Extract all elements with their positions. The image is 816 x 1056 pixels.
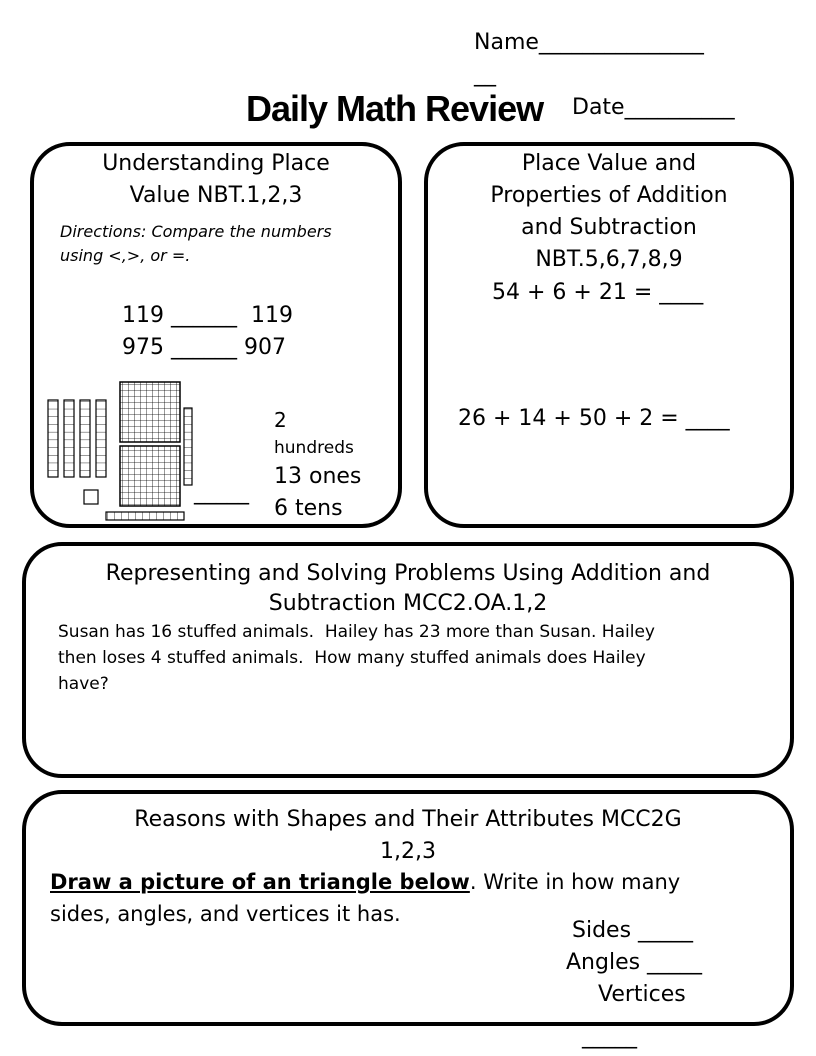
triangle-instruction-rest: . Write in how many [469, 870, 681, 894]
box3-heading-line1: Representing and Solving Problems Using Addition and [105, 561, 711, 586]
hundreds-flat-1 [120, 382, 180, 442]
box3-heading-line2: Subtraction MCC2.OA.1,2 [268, 591, 548, 616]
page-title: Daily Math Review [246, 88, 544, 129]
count-ones: 13 ones [274, 464, 362, 489]
triangle-instruction-underlined: Draw a picture of an triangle below [50, 870, 470, 894]
box1-heading-line1: Understanding Place [102, 151, 330, 176]
tens-rod-2 [64, 400, 74, 477]
equation-1[interactable]: 54 + 6 + 21 = ____ [492, 280, 704, 305]
count-hundreds-word: hundreds [274, 438, 354, 458]
count-tens: 6 tens [274, 496, 343, 521]
vertices-label: Vertices [598, 982, 686, 1007]
box2-heading-line1: Place Value and [521, 151, 697, 176]
equation-2[interactable]: 26 + 14 + 50 + 2 = ____ [458, 406, 730, 431]
tens-rod-1 [48, 400, 58, 477]
triangle-instruction-line2: sides, angles, and vertices it has. [50, 902, 401, 926]
compare-row-1[interactable]: 119 ______ 119 [122, 303, 293, 328]
box1-directions-line1: Directions: Compare the numbers [60, 222, 332, 241]
box2-heading-line3: and Subtraction [521, 215, 697, 240]
problem-line-3: have? [58, 674, 109, 694]
tens-rod-3 [80, 400, 90, 477]
count-answer-blank[interactable]: _____ [194, 480, 249, 505]
sides-blank[interactable]: Sides _____ [572, 918, 694, 943]
ones-cube [84, 490, 98, 504]
box4-heading-line2: 1,2,3 [380, 839, 436, 864]
box1-heading-line2: Value NBT.1,2,3 [129, 183, 303, 208]
angles-blank[interactable]: Angles _____ [566, 950, 703, 975]
name-field-wrap: __ [474, 62, 496, 87]
tens-rod-5 [184, 408, 192, 485]
date-field[interactable]: Date__________ [572, 95, 735, 120]
name-field[interactable]: Name_______________ [474, 30, 704, 55]
problem-line-2: then loses 4 stuffed animals. How many stuffed animals does Hailey [58, 648, 646, 668]
tens-rod-4 [96, 400, 106, 477]
count-hundreds-number: 2 [274, 408, 287, 432]
box4-heading-line1: Reasons with Shapes and Their Attributes MCC2G [134, 807, 682, 832]
box2-heading-line2: Properties of Addition [490, 183, 728, 208]
vertices-blank[interactable]: _____ [582, 1024, 637, 1049]
box1-directions-line2: using <,>, or =. [60, 246, 191, 265]
compare-row-2[interactable]: 975 ______ 907 [122, 335, 286, 360]
box2-heading-line4: NBT.5,6,7,8,9 [535, 247, 683, 272]
problem-line-1: Susan has 16 stuffed animals. Hailey has 23 more than Susan. Hailey [58, 622, 655, 642]
base-ten-blocks-illustration [44, 378, 204, 524]
triangle-instruction [50, 870, 680, 894]
hundreds-flat-2 [120, 446, 180, 506]
tens-rod-horizontal [106, 512, 184, 520]
